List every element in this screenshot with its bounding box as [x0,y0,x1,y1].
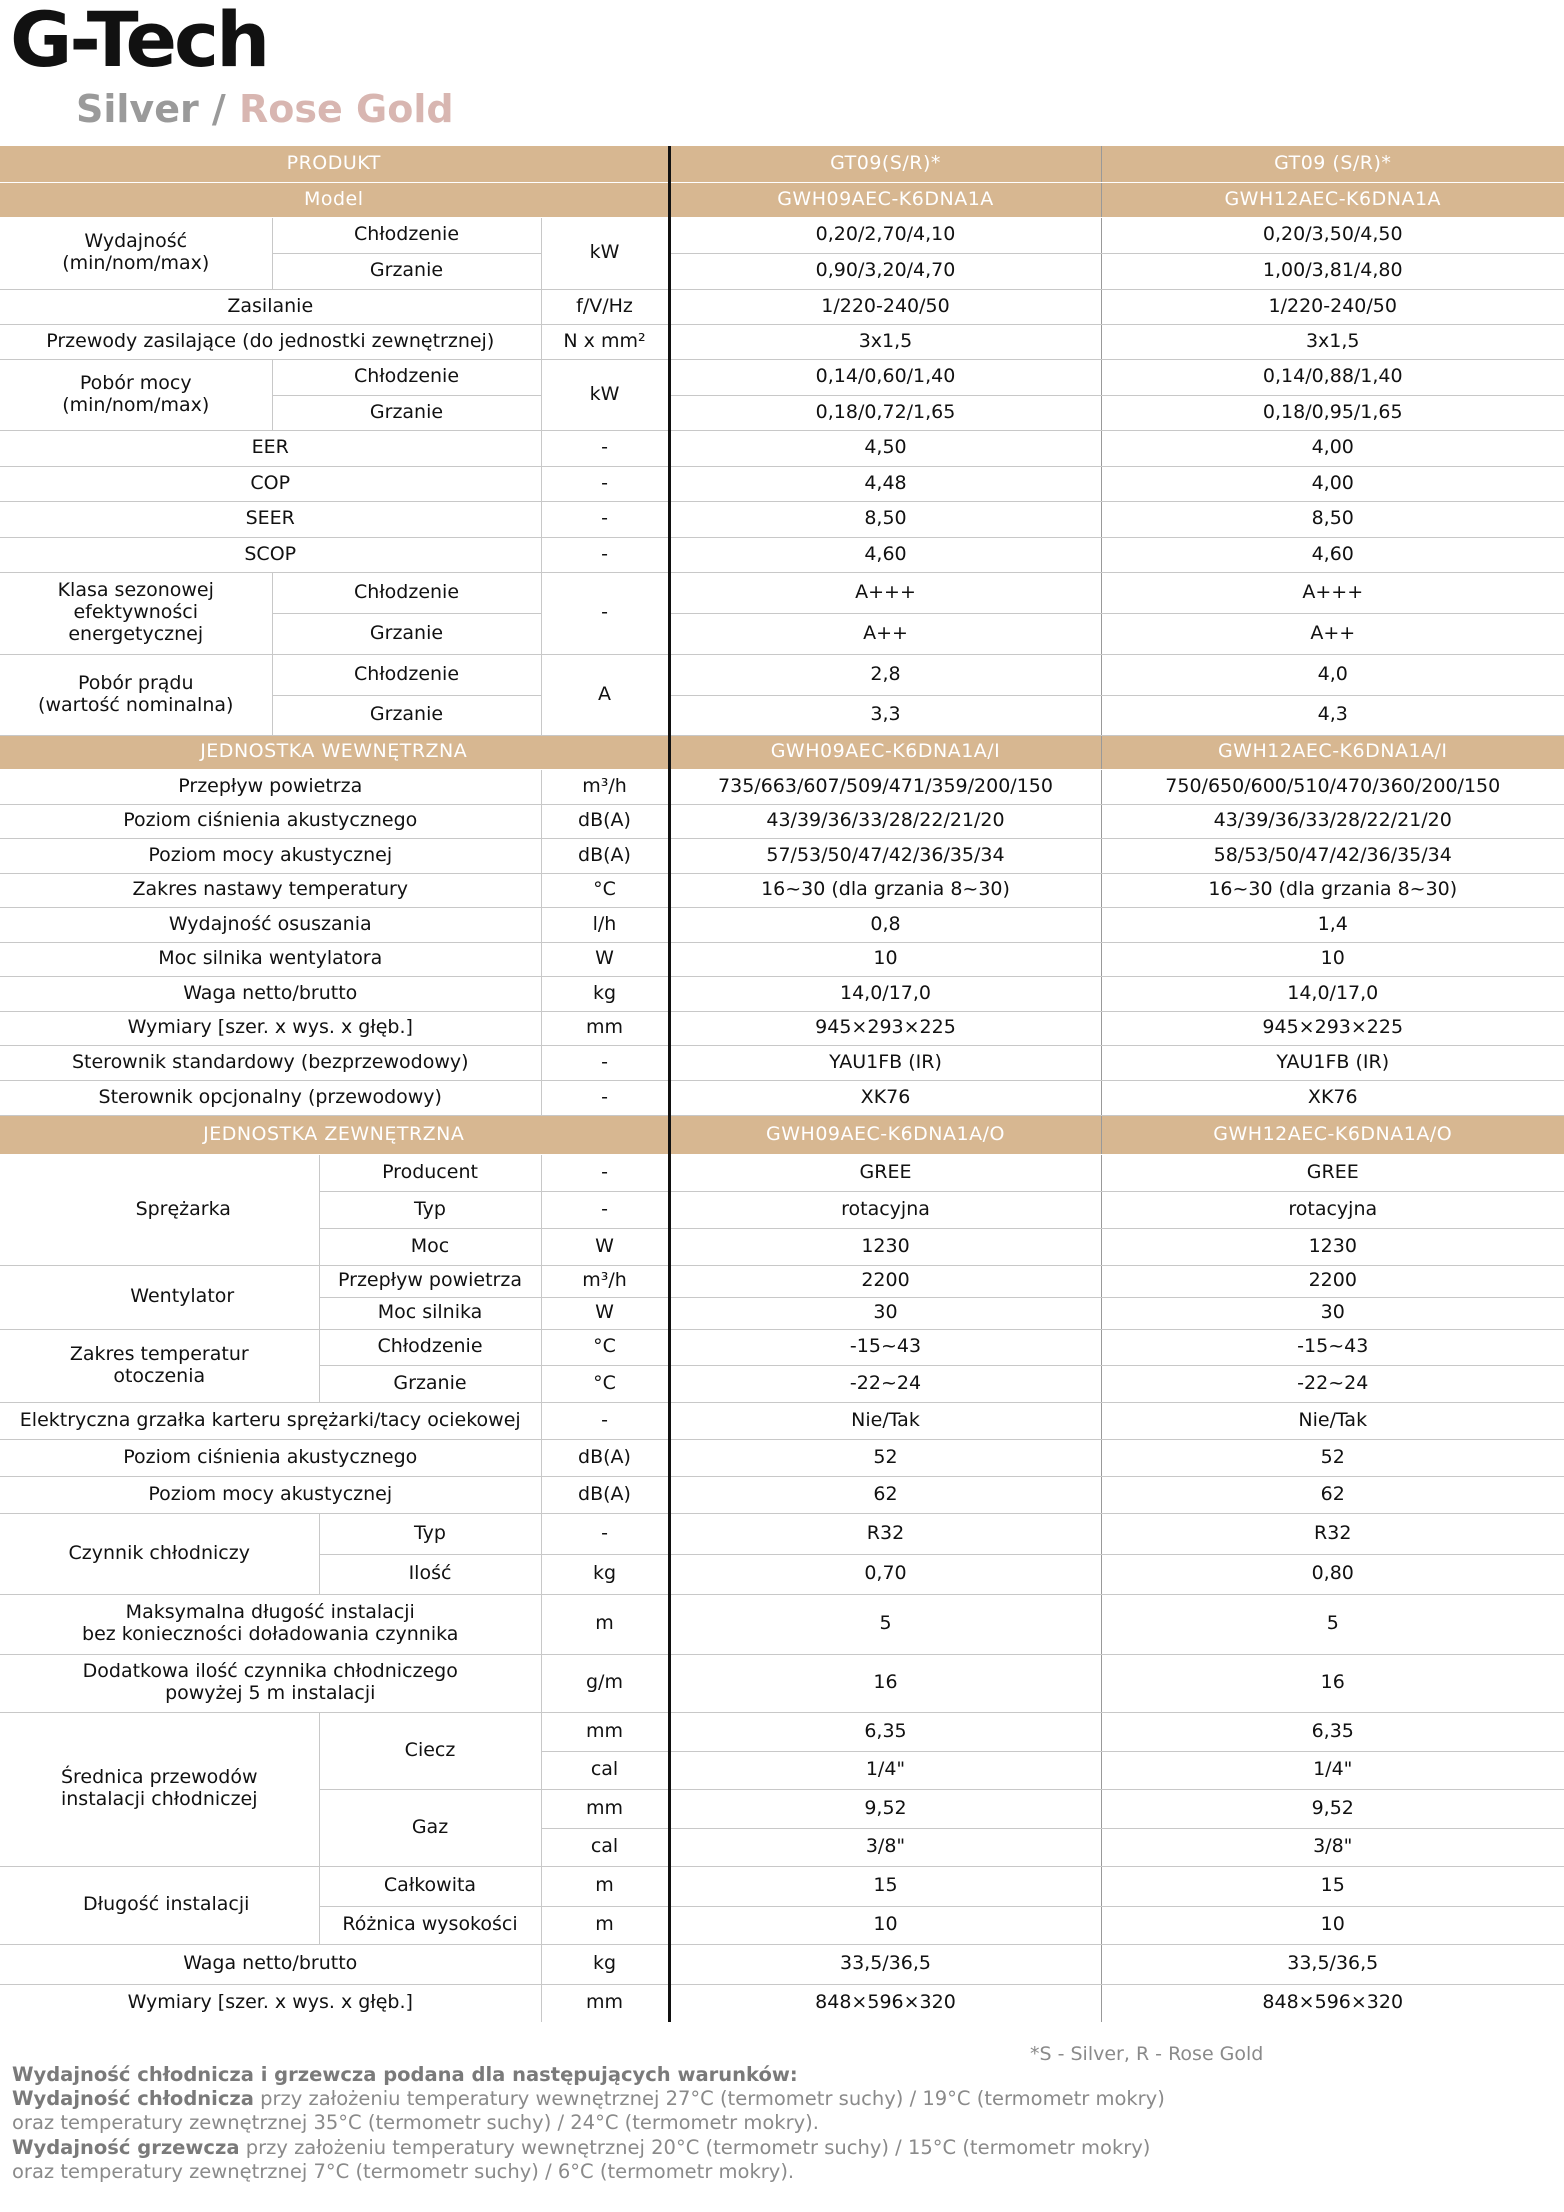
value-a: 0,90/3,20/4,70 [669,253,1101,289]
value-b: 3x1,5 [1101,324,1564,359]
row-label: Różnica wysokości [319,1906,541,1944]
liquid-label: Ciecz [319,1712,541,1789]
unit-cell: - [541,572,669,654]
unit-cell: m [541,1866,669,1906]
value-b: 62 [1101,1476,1564,1513]
value-b: Nie/Tak [1101,1402,1564,1439]
outdoor-header: JEDNOSTKA ZEWNĘTRZNA [0,1115,669,1154]
unit-cell: kg [541,1944,669,1984]
unit-cell: - [541,501,669,537]
row-label: SCOP [0,537,541,572]
value-a: 3/8" [669,1828,1101,1866]
unit-cell: °C [541,1329,669,1365]
variant-separator: / [198,87,240,131]
length-label: Długość instalacji [0,1866,319,1944]
value-a: 15 [669,1866,1101,1906]
table-row [0,769,1564,804]
row-label: Poziom mocy akustycznej [0,838,541,873]
pipe-diameter-label: Średnica przewodów instalacji chłodniczej [0,1712,319,1866]
value-b: GREE [1101,1154,1564,1191]
row-label: SEER [0,501,541,537]
value-b: 2200 [1101,1265,1564,1297]
model-row [0,182,1564,217]
table-row [0,501,1564,537]
variant-silver: Silver [76,87,199,131]
table-row [0,572,1564,613]
value-a: rotacyjna [669,1191,1101,1228]
value-a: 1230 [669,1228,1101,1265]
row-label: Ilość [319,1554,541,1594]
value-b: 945×293×225 [1101,1011,1564,1045]
cooling-label: Chłodzenie [272,572,541,613]
value-a: 43/39/36/33/28/22/21/20 [669,804,1101,838]
ambient-label: Zakres temperatur otoczenia [0,1329,319,1402]
conditions-notes [12,2063,1212,2184]
value-b: 0,14/0,88/1,40 [1101,359,1564,395]
value-a: 16 [669,1654,1101,1712]
value-a: 4,48 [669,466,1101,501]
value-b: -15~43 [1101,1329,1564,1365]
table-row [0,430,1564,466]
table-row [0,907,1564,942]
value-b: R32 [1101,1513,1564,1554]
cooling-label: Chłodzenie [319,1329,541,1365]
value-b: 52 [1101,1439,1564,1476]
table-row [0,1154,1564,1191]
value-b: 4,60 [1101,537,1564,572]
value-a: XK76 [669,1080,1101,1115]
value-a: 2,8 [669,654,1101,695]
model-a: GWH09AEC-K6DNA1A [669,182,1101,217]
row-label: Sterownik opcjonalny (przewodowy) [0,1080,541,1115]
table-row [0,1265,1564,1297]
value-a: 4,60 [669,537,1101,572]
unit-cell: mm [541,1712,669,1751]
fan-label: Wentylator [0,1265,319,1329]
row-label: Poziom ciśnienia akustycznego [0,1439,541,1476]
product-label: PRODUKT [0,146,669,182]
value-a: A+++ [669,572,1101,613]
row-label: Moc silnika [319,1297,541,1329]
unit-cell: °C [541,1365,669,1402]
value-b: 33,5/36,5 [1101,1944,1564,1984]
unit-cell: cal [541,1828,669,1866]
row-label: Maksymalna długość instalacji bez konieczności doładowania czynnika [0,1594,541,1654]
value-b: 750/650/600/510/470/360/200/150 [1101,769,1564,804]
outdoor-model-a: GWH09AEC-K6DNA1A/O [669,1115,1101,1154]
value-a: 0,14/0,60/1,40 [669,359,1101,395]
value-b: 3/8" [1101,1828,1564,1866]
unit-cell: - [541,466,669,501]
unit-cell: W [541,1297,669,1329]
value-a: 6,35 [669,1712,1101,1751]
table-row [0,217,1564,253]
indoor-header-row [0,735,1564,769]
cooling-label: Chłodzenie [272,654,541,695]
cooling-label: Chłodzenie [272,359,541,395]
unit-cell: - [541,1080,669,1115]
table-row [0,873,1564,907]
value-b: 58/53/50/47/42/36/35/34 [1101,838,1564,873]
value-b: 4,0 [1101,654,1564,695]
value-a: 4,50 [669,430,1101,466]
value-b: YAU1FB (IR) [1101,1045,1564,1080]
row-label: Moc silnika wentylatora [0,942,541,976]
row-label: Wymiary [szer. x wys. x głęb.] [127,1991,413,2014]
unit-cell: mm [541,1011,669,1045]
row-label: Poziom ciśnienia akustycznego [0,804,541,838]
row-label: Sterownik standardowy (bezprzewodowy) [0,1045,541,1080]
outdoor-model-b: GWH12AEC-K6DNA1A/O [1101,1115,1564,1154]
heating-label: Grzanie [272,613,541,654]
value-b: 0,18/0,95/1,65 [1101,395,1564,430]
row-label: Elektryczna grzałka karteru sprężarki/tacy ociekowej [0,1402,541,1439]
value-b: 848×596×320 [1101,1984,1564,2022]
table-row [0,1654,1564,1712]
heating-note-title: Wydajność grzewcza [12,2135,240,2159]
value-a: 1/4" [669,1751,1101,1789]
heating-note-text-2: oraz temperatury zewnętrznej 7°C (termometr suchy) / 6°C (termometr mokry). [12,2159,795,2183]
value-b: 1/220-240/50 [1101,289,1564,324]
value-b: rotacyjna [1101,1191,1564,1228]
unit-cell: cal [541,1751,669,1789]
value-a: A++ [669,613,1101,654]
row-label: Waga netto/brutto [0,1944,541,1984]
heating-label: Grzanie [272,395,541,430]
value-a: 33,5/36,5 [669,1944,1101,1984]
value-b: A++ [1101,613,1564,654]
heating-label: Grzanie [319,1365,541,1402]
unit-cell: m³/h [541,1265,669,1297]
table-row [0,1866,1564,1906]
unit-cell: l/h [541,907,669,942]
value-a: 16~30 (dla grzania 8~30) [669,873,1101,907]
value-a: 848×596×320 [669,1984,1101,2022]
cooling-label: Chłodzenie [272,217,541,253]
unit-cell: - [541,1045,669,1080]
unit-cell: f/V/Hz [541,289,669,324]
value-b: 30 [1101,1297,1564,1329]
value-a: Nie/Tak [669,1402,1101,1439]
variant-rose-gold: Rose Gold [239,87,454,131]
table-row [0,838,1564,873]
value-a: 0,70 [669,1554,1101,1594]
row-label: Moc [319,1228,541,1265]
unit-cell: kg [541,976,669,1011]
unit-cell: kg [541,1554,669,1594]
row-label: Wydajność osuszania [0,907,541,942]
value-a: 52 [669,1439,1101,1476]
value-a: 10 [669,1906,1101,1944]
unit-cell: N x mm² [541,324,669,359]
value-a: 1/220-240/50 [669,289,1101,324]
value-b: 5 [1101,1594,1564,1654]
variant-legend: *S - Silver, R - Rose Gold [1030,2043,1264,2065]
value-a: 0,18/0,72/1,65 [669,395,1101,430]
value-a: GREE [669,1154,1101,1191]
row-label: Producent [319,1154,541,1191]
value-b: 10 [1101,942,1564,976]
value-a: 5 [669,1594,1101,1654]
conditions-title: Wydajność chłodnicza i grzewcza podana dla następujących warunków: [12,2063,798,2086]
unit-cell: g/m [541,1654,669,1712]
unit-cell: dB(A) [541,838,669,873]
product-row [0,146,1564,182]
unit-cell: m [541,1906,669,1944]
table-row [0,466,1564,501]
table-row [0,942,1564,976]
table-row [0,1513,1564,1554]
table-row [0,289,1564,324]
value-a: 3,3 [669,695,1101,735]
value-a: 57/53/50/47/42/36/35/34 [669,838,1101,873]
table-row [0,1476,1564,1513]
value-b: 1/4" [1101,1751,1564,1789]
value-b: 0,20/3,50/4,50 [1101,217,1564,253]
heating-label: Grzanie [272,253,541,289]
row-label: Przepływ powietrza [0,769,541,804]
table-row [0,1984,1564,2022]
value-b: A+++ [1101,572,1564,613]
indoor-header: JEDNOSTKA WEWNĘTRZNA [0,735,669,769]
value-a: 2200 [669,1265,1101,1297]
value-a: 3x1,5 [669,324,1101,359]
unit-cell: - [541,1154,669,1191]
unit-cell: kW [541,217,669,289]
row-label: Zasilanie [0,289,541,324]
power-label: Pobór mocy (min/nom/max) [0,359,272,430]
value-a: 9,52 [669,1789,1101,1828]
value-b: 4,3 [1101,695,1564,735]
unit-cell: kW [541,359,669,430]
current-label: Pobór prądu (wartość nominalna) [0,654,272,735]
table-row [0,1045,1564,1080]
unit-cell: W [541,1228,669,1265]
value-a: YAU1FB (IR) [669,1045,1101,1080]
value-a: -22~24 [669,1365,1101,1402]
table-row [0,976,1564,1011]
indoor-model-b: GWH12AEC-K6DNA1A/I [1101,735,1564,769]
model-label: Model [0,182,669,217]
value-b: 4,00 [1101,466,1564,501]
row-label: COP [0,466,541,501]
unit-cell: °C [541,873,669,907]
row-label: Zakres nastawy temperatury [0,873,541,907]
compressor-label: Sprężarka [0,1154,319,1265]
unit-cell: - [541,430,669,466]
gas-label: Gaz [319,1789,541,1866]
capacity-label: Wydajność (min/nom/max) [0,217,272,289]
row-label: Poziom mocy akustycznej [0,1476,541,1513]
value-a: 10 [669,942,1101,976]
value-b: XK76 [1101,1080,1564,1115]
indoor-model-a: GWH09AEC-K6DNA1A/I [669,735,1101,769]
table-row [0,1080,1564,1115]
table-row [0,1011,1564,1045]
row-label: Przepływ powietrza [319,1265,541,1297]
unit-cell: mm [541,1789,669,1828]
value-b: 1,00/3,81/4,80 [1101,253,1564,289]
brand-logo: G-Tech [10,0,268,84]
value-a: 0,8 [669,907,1101,942]
heating-label: Grzanie [272,695,541,735]
value-b: 1,4 [1101,907,1564,942]
cooling-note-text: przy założeniu temperatury wewnętrznej 27°C (termometr suchy) / 19°C (termometr mokry) [253,2087,1165,2111]
value-b: 16~30 (dla grzania 8~30) [1101,873,1564,907]
unit-cell: W [541,942,669,976]
table-row [0,1402,1564,1439]
value-a: 62 [669,1476,1101,1513]
value-b: 43/39/36/33/28/22/21/20 [1101,804,1564,838]
row-label: EER [0,430,541,466]
row-label: Całkowita [319,1866,541,1906]
cooling-note-text-2: oraz temperatury zewnętrznej 35°C (termometr suchy) / 24°C (termometr mokry). [12,2111,819,2135]
value-b: 10 [1101,1906,1564,1944]
value-b: 4,00 [1101,430,1564,466]
value-b: 8,50 [1101,501,1564,537]
value-a: 735/663/607/509/471/359/200/150 [669,769,1101,804]
table-row [0,1594,1564,1654]
unit-cell: m³/h [541,769,669,804]
refrigerant-label: Czynnik chłodniczy [0,1513,319,1594]
table-row [0,804,1564,838]
spec-table [0,146,1564,2022]
row-label: Typ [319,1191,541,1228]
unit-cell: mm [541,1984,669,2022]
model-b: GWH12AEC-K6DNA1A [1101,182,1564,217]
value-b: 15 [1101,1866,1564,1906]
row-label: Wymiary [szer. x wys. x głęb.] [0,1011,541,1045]
product-a: GT09(S/R)* [669,146,1101,182]
table-row [0,324,1564,359]
value-b: 16 [1101,1654,1564,1712]
value-b: 0,80 [1101,1554,1564,1594]
table-row [0,1712,1564,1751]
unit-cell: A [541,654,669,735]
value-b: 9,52 [1101,1789,1564,1828]
table-row [0,359,1564,395]
table-row [0,537,1564,572]
row-label: Waga netto/brutto [0,976,541,1011]
value-a: 945×293×225 [669,1011,1101,1045]
color-variants [76,87,454,131]
unit-cell: - [541,1191,669,1228]
value-a: -15~43 [669,1329,1101,1365]
unit-cell: dB(A) [541,1439,669,1476]
row-label: Typ [319,1513,541,1554]
product-b: GT09 (S/R)* [1101,146,1564,182]
row-label: Przewody zasilające (do jednostki zewnętrznej) [0,324,541,359]
value-b: 6,35 [1101,1712,1564,1751]
energy-class-label: Klasa sezonowej efektywności energetycznej [0,572,272,654]
table-row [0,654,1564,695]
heating-note-text: przy założeniu temperatury wewnętrznej 20°C (termometr suchy) / 15°C (termometr mokry) [239,2135,1151,2159]
table-row [0,1329,1564,1365]
value-a: 30 [669,1297,1101,1329]
unit-cell: - [541,537,669,572]
unit-cell: - [541,1402,669,1439]
value-a: 14,0/17,0 [669,976,1101,1011]
value-b: 1230 [1101,1228,1564,1265]
table-row [0,1439,1564,1476]
outdoor-header-row [0,1115,1564,1154]
unit-cell: - [541,1513,669,1554]
row-label: Dodatkowa ilość czynnika chłodniczego powyżej 5 m instalacji [0,1654,541,1712]
value-a: 8,50 [669,501,1101,537]
unit-cell: m [541,1594,669,1654]
unit-cell: dB(A) [541,804,669,838]
unit-cell: dB(A) [541,1476,669,1513]
table-row [0,1944,1564,1984]
value-a: 0,20/2,70/4,10 [669,217,1101,253]
cooling-note-title: Wydajność chłodnicza [12,2087,254,2111]
value-b: -22~24 [1101,1365,1564,1402]
value-b: 14,0/17,0 [1101,976,1564,1011]
value-a: R32 [669,1513,1101,1554]
